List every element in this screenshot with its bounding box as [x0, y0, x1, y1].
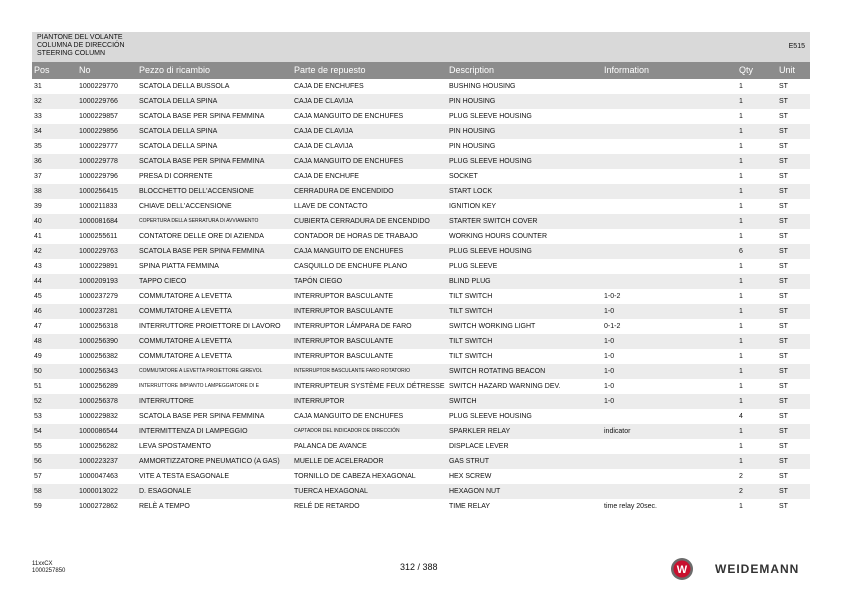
cell-info: 1-0: [604, 308, 615, 315]
cell-qty: 1: [739, 233, 743, 240]
cell-qty: 1: [739, 398, 743, 405]
cell-it: INTERRUTTORE PROIETTORE DI LAVORO: [139, 323, 281, 330]
cell-en: HEX SCREW: [449, 473, 492, 480]
cell-pos: 35: [34, 143, 42, 150]
column-header-no: No: [79, 65, 91, 75]
cell-es: MUELLE DE ACELERADOR: [294, 458, 384, 465]
cell-qty: 1: [739, 503, 743, 510]
cell-en: TILT SWITCH: [449, 338, 493, 345]
cell-en: SWITCH: [449, 398, 477, 405]
cell-en: WORKING HOURS COUNTER: [449, 233, 547, 240]
cell-unit: ST: [779, 323, 788, 330]
cell-it: SCATOLA DELLA SPINA: [139, 143, 218, 150]
cell-unit: ST: [779, 368, 788, 375]
cell-pos: 45: [34, 293, 42, 300]
table-header: [32, 62, 810, 79]
cell-en: SPARKLER RELAY: [449, 428, 511, 435]
cell-es: CAJA MANGUITO DE ENCHUFES: [294, 248, 404, 255]
cell-qty: 4: [739, 413, 743, 420]
column-header-information: Information: [604, 65, 650, 75]
cell-es: TUERCA HEXAGONAL: [294, 488, 368, 495]
table-row: [32, 409, 810, 424]
cell-es: CONTADOR DE HORAS DE TRABAJO: [294, 233, 418, 240]
cell-es: LLAVE DE CONTACTO: [294, 203, 368, 210]
cell-en: STARTER SWITCH COVER: [449, 218, 538, 225]
cell-pos: 38: [34, 188, 42, 195]
cell-unit: ST: [779, 83, 788, 90]
cell-en: SOCKET: [449, 173, 478, 180]
cell-no: 1000047463: [79, 473, 118, 480]
cell-no: 1000229832: [79, 413, 118, 420]
table-row: [32, 469, 810, 484]
cell-unit: ST: [779, 428, 788, 435]
cell-it: COMMUTATORE A LEVETTA: [139, 338, 232, 345]
table-row: [32, 484, 810, 499]
cell-en: BUSHING HOUSING: [449, 83, 516, 90]
cell-no: 1000229891: [79, 263, 118, 270]
cell-qty: 1: [739, 203, 743, 210]
cell-qty: 1: [739, 173, 743, 180]
cell-es: TAPÓN CIEGO: [294, 278, 343, 285]
cell-en: PLUG SLEEVE: [449, 263, 498, 270]
cell-pos: 40: [34, 218, 42, 225]
cell-it: COMMUTATORE A LEVETTA: [139, 353, 232, 360]
cell-es: CASQUILLO DE ENCHUFE PLANO: [294, 263, 408, 270]
cell-info: 1-0-2: [604, 293, 621, 300]
cell-no: 1000272862: [79, 503, 118, 510]
cell-es: CAJA DE CLAVIJA: [294, 128, 354, 135]
cell-qty: 1: [739, 278, 743, 285]
table-row: [32, 124, 810, 139]
table-row: [32, 214, 810, 229]
cell-pos: 36: [34, 158, 42, 165]
cell-es: CERRADURA DE ENCENDIDO: [294, 188, 394, 195]
cell-no: 1000229796: [79, 173, 118, 180]
logo-letter: W: [676, 564, 688, 576]
cell-pos: 42: [34, 248, 42, 255]
cell-unit: ST: [779, 278, 788, 285]
cell-it: INTERMITTENZA DI LAMPEGGIO: [139, 428, 248, 435]
cell-no: 1000081684: [79, 218, 118, 225]
cell-no: 1000237279: [79, 293, 118, 300]
cell-en: PLUG SLEEVE HOUSING: [449, 413, 532, 420]
cell-no: 1000229766: [79, 98, 118, 105]
cell-it: AMMORTIZZATORE PNEUMATICO (A GAS): [139, 458, 280, 465]
cell-unit: ST: [779, 338, 788, 345]
table-row: [32, 154, 810, 169]
cell-it: SCATOLA DELLA BUSSOLA: [139, 83, 230, 90]
cell-pos: 41: [34, 233, 42, 240]
cell-es: INTERRUPTOR BASCULANTE: [294, 308, 394, 315]
column-header-unit: Unit: [779, 65, 796, 75]
cell-unit: ST: [779, 293, 788, 300]
cell-es: CAJA DE ENCHUFES: [294, 83, 364, 90]
column-header-description: Description: [449, 65, 495, 75]
column-header-spanish: Parte de repuesto: [294, 65, 366, 75]
table-row: [32, 379, 810, 394]
table-row: [32, 394, 810, 409]
cell-it: VITE A TESTA ESAGONALE: [139, 473, 229, 480]
header-title-italian: PIANTONE DEL VOLANTE: [37, 34, 123, 41]
cell-es: CAJA DE CLAVIJA: [294, 143, 354, 150]
cell-it: CONTATORE DELLE ORE DI AZIENDA: [139, 233, 264, 240]
cell-pos: 31: [34, 83, 42, 90]
cell-es: CAJA DE ENCHUFE: [294, 173, 359, 180]
cell-es: INTERRUPTOR BASCULANTE: [294, 353, 394, 360]
cell-es: PALANCA DE AVANCE: [294, 443, 367, 450]
cell-pos: 57: [34, 473, 42, 480]
cell-no: 1000256378: [79, 398, 118, 405]
table-row: [32, 364, 810, 379]
column-header-pos: Pos: [34, 65, 50, 75]
cell-pos: 33: [34, 113, 42, 120]
cell-qty: 1: [739, 353, 743, 360]
cell-it: SCATOLA BASE PER SPINA FEMMINA: [139, 248, 265, 255]
cell-no: 1000229857: [79, 113, 118, 120]
cell-unit: ST: [779, 203, 788, 210]
cell-qty: 1: [739, 143, 743, 150]
cell-unit: ST: [779, 143, 788, 150]
cell-pos: 46: [34, 308, 42, 315]
cell-no: 1000256382: [79, 353, 118, 360]
table-row: [32, 289, 810, 304]
cell-it: SCATOLA BASE PER SPINA FEMMINA: [139, 113, 265, 120]
cell-en: DISPLACE LEVER: [449, 443, 509, 450]
cell-unit: ST: [779, 383, 788, 390]
cell-it: SCATOLA BASE PER SPINA FEMMINA: [139, 158, 265, 165]
cell-qty: 1: [739, 383, 743, 390]
column-header-italian: Pezzo di ricambio: [139, 65, 211, 75]
cell-es: CUBIERTA CERRADURA DE ENCENDIDO: [294, 218, 430, 225]
table-row: [32, 109, 810, 124]
cell-qty: 1: [739, 443, 743, 450]
cell-qty: 6: [739, 248, 743, 255]
weidemann-logo-icon: [670, 557, 694, 581]
cell-info: indicator: [604, 428, 631, 435]
table-row: [32, 199, 810, 214]
cell-info: time relay 20sec.: [604, 503, 657, 510]
cell-unit: ST: [779, 218, 788, 225]
cell-qty: 1: [739, 368, 743, 375]
header-title-spanish: COLUMNA DE DIRECCIÓN: [37, 42, 125, 49]
cell-pos: 34: [34, 128, 42, 135]
table-row: [32, 79, 810, 94]
cell-unit: ST: [779, 98, 788, 105]
cell-pos: 54: [34, 428, 42, 435]
cell-en: PIN HOUSING: [449, 143, 496, 150]
cell-qty: 1: [739, 323, 743, 330]
cell-it: COPERTURA DELLA SERRATURA DI AVVIAMENTO: [139, 218, 259, 224]
cell-es: TORNILLO DE CABEZA HEXAGONAL: [294, 473, 416, 480]
cell-unit: ST: [779, 128, 788, 135]
cell-es: INTERRUPTEUR SYSTÈME FEUX DÉTRESSE: [294, 383, 445, 390]
cell-it: CHIAVE DELL'ACCENSIONE: [139, 203, 232, 210]
cell-info: 1-0: [604, 398, 615, 405]
parts-table: [32, 79, 810, 514]
cell-no: 1000013022: [79, 488, 118, 495]
cell-pos: 47: [34, 323, 42, 330]
cell-es: INTERRUPTOR BASCULANTE: [294, 293, 394, 300]
footer-identifiers: [32, 561, 65, 575]
cell-en: IGNITION KEY: [449, 203, 497, 210]
cell-no: 1000209193: [79, 278, 118, 285]
cell-pos: 53: [34, 413, 42, 420]
table-row: [32, 259, 810, 274]
cell-en: SWITCH ROTATING BEACON: [449, 368, 546, 375]
cell-unit: ST: [779, 473, 788, 480]
cell-qty: 1: [739, 188, 743, 195]
document-header: [32, 32, 810, 62]
cell-qty: 1: [739, 428, 743, 435]
cell-no: 1000229856: [79, 128, 118, 135]
cell-it: SCATOLA DELLA SPINA: [139, 98, 218, 105]
brand-name: WEIDEMANN: [715, 562, 800, 576]
cell-es: CAJA DE CLAVIJA: [294, 98, 354, 105]
cell-qty: 2: [739, 473, 743, 480]
cell-es: CAJA MANGUITO DE ENCHUFES: [294, 113, 404, 120]
column-header-qty: Qty: [739, 65, 754, 75]
cell-it: COMMUTATORE A LEVETTA PROIETTORE GIREVOL: [139, 368, 263, 374]
cell-it: TAPPO CIECO: [139, 278, 187, 285]
cell-it: BLOCCHETTO DELL'ACCENSIONE: [139, 188, 254, 195]
cell-unit: ST: [779, 188, 788, 195]
cell-it: SCATOLA BASE PER SPINA FEMMINA: [139, 413, 265, 420]
cell-no: 1000255611: [79, 233, 118, 240]
table-row: [32, 244, 810, 259]
cell-qty: 1: [739, 263, 743, 270]
cell-qty: 1: [739, 98, 743, 105]
cell-qty: 1: [739, 458, 743, 465]
cell-qty: 1: [739, 308, 743, 315]
cell-info: 1-0: [604, 368, 615, 375]
cell-en: SWITCH HAZARD WARNING DEV.: [449, 383, 561, 390]
cell-pos: 55: [34, 443, 42, 450]
cell-es: INTERRUPTOR BASCULANTE: [294, 338, 394, 345]
cell-en: TIME RELAY: [449, 503, 491, 510]
cell-es: INTERRUPTOR BASCULANTE FARO ROTATORIO: [294, 368, 411, 374]
cell-qty: 1: [739, 338, 743, 345]
header-title-english: STEERING COLUMN: [37, 50, 106, 57]
cell-pos: 49: [34, 353, 42, 360]
cell-unit: ST: [779, 458, 788, 465]
cell-pos: 51: [34, 383, 42, 390]
table-row: [32, 349, 810, 364]
cell-unit: ST: [779, 233, 788, 240]
cell-no: 1000229778: [79, 158, 118, 165]
table-row: [32, 184, 810, 199]
cell-en: PLUG SLEEVE HOUSING: [449, 158, 532, 165]
cell-no: 1000256415: [79, 188, 118, 195]
table-row: [32, 454, 810, 469]
cell-it: SCATOLA DELLA SPINA: [139, 128, 218, 135]
cell-no: 1000223237: [79, 458, 118, 465]
cell-no: 1000256343: [79, 368, 118, 375]
cell-en: TILT SWITCH: [449, 293, 493, 300]
cell-no: 1000256318: [79, 323, 118, 330]
cell-info: 1-0: [604, 353, 615, 360]
cell-qty: 2: [739, 488, 743, 495]
footer-model: 11xxCX: [32, 561, 53, 567]
table-row: [32, 304, 810, 319]
cell-unit: ST: [779, 353, 788, 360]
cell-it: RELÈ A TEMPO: [139, 503, 190, 510]
table-row: [32, 424, 810, 439]
table-row: [32, 274, 810, 289]
cell-en: TILT SWITCH: [449, 353, 493, 360]
page-number: 312 / 388: [400, 562, 438, 572]
cell-pos: 44: [34, 278, 42, 285]
cell-pos: 52: [34, 398, 42, 405]
cell-pos: 48: [34, 338, 42, 345]
cell-en: PLUG SLEEVE HOUSING: [449, 248, 532, 255]
cell-pos: 58: [34, 488, 42, 495]
table-row: [32, 319, 810, 334]
cell-qty: 1: [739, 293, 743, 300]
cell-qty: 1: [739, 218, 743, 225]
cell-it: LEVA SPOSTAMENTO: [139, 443, 211, 450]
table-row: [32, 229, 810, 244]
cell-unit: ST: [779, 488, 788, 495]
table-row: [32, 139, 810, 154]
cell-es: CAJA MANGUITO DE ENCHUFES: [294, 413, 404, 420]
cell-en: PIN HOUSING: [449, 128, 496, 135]
cell-unit: ST: [779, 173, 788, 180]
cell-es: CAJA MANGUITO DE ENCHUFES: [294, 158, 404, 165]
cell-it: SPINA PIATTA FEMMINA: [139, 263, 219, 270]
cell-qty: 1: [739, 158, 743, 165]
cell-pos: 50: [34, 368, 42, 375]
cell-no: 1000256282: [79, 443, 118, 450]
cell-unit: ST: [779, 308, 788, 315]
cell-unit: ST: [779, 113, 788, 120]
cell-en: PLUG SLEEVE HOUSING: [449, 113, 532, 120]
cell-info: 1-0: [604, 338, 615, 345]
cell-no: 1000229770: [79, 83, 118, 90]
section-code: E515: [788, 43, 805, 50]
cell-pos: 32: [34, 98, 42, 105]
table-row: [32, 334, 810, 349]
cell-unit: ST: [779, 248, 788, 255]
table-row: [32, 94, 810, 109]
cell-unit: ST: [779, 398, 788, 405]
cell-no: 1000237281: [79, 308, 118, 315]
cell-unit: ST: [779, 413, 788, 420]
cell-info: 0-1-2: [604, 323, 621, 330]
cell-en: BLIND PLUG: [449, 278, 491, 285]
cell-it: INTERRUTTORE IMPIANTO LAMPEGGIATORE DI E: [139, 383, 259, 389]
cell-no: 1000256390: [79, 338, 118, 345]
cell-en: GAS STRUT: [449, 458, 490, 465]
cell-qty: 1: [739, 113, 743, 120]
cell-unit: ST: [779, 158, 788, 165]
cell-unit: ST: [779, 443, 788, 450]
cell-es: INTERRUPTOR: [294, 398, 345, 405]
cell-es: CAPTADOR DEL INDICADOR DE DIRECCIÓN: [294, 428, 400, 434]
cell-it: COMMUTATORE A LEVETTA: [139, 308, 232, 315]
cell-en: HEXAGON NUT: [449, 488, 501, 495]
cell-no: 1000086544: [79, 428, 118, 435]
cell-it: COMMUTATORE A LEVETTA: [139, 293, 232, 300]
footer-doc-number: 1000257850: [32, 568, 66, 574]
cell-no: 1000256289: [79, 383, 118, 390]
cell-es: RELÉ DE RETARDO: [294, 503, 360, 510]
cell-pos: 59: [34, 503, 42, 510]
cell-en: TILT SWITCH: [449, 308, 493, 315]
cell-qty: 1: [739, 128, 743, 135]
cell-en: START LOCK: [449, 188, 493, 195]
cell-no: 1000211833: [79, 203, 118, 210]
cell-no: 1000229763: [79, 248, 118, 255]
cell-it: D. ESAGONALE: [139, 488, 192, 495]
cell-it: INTERRUTTORE: [139, 398, 194, 405]
cell-pos: 39: [34, 203, 42, 210]
cell-unit: ST: [779, 503, 788, 510]
table-row: [32, 169, 810, 184]
table-row: [32, 499, 810, 514]
cell-pos: 37: [34, 173, 42, 180]
cell-unit: ST: [779, 263, 788, 270]
table-row: [32, 439, 810, 454]
cell-pos: 56: [34, 458, 42, 465]
cell-it: PRESA DI CORRENTE: [139, 173, 213, 180]
cell-pos: 43: [34, 263, 42, 270]
cell-no: 1000229777: [79, 143, 118, 150]
cell-en: SWITCH WORKING LIGHT: [449, 323, 536, 330]
cell-es: INTERRUPTOR LÁMPARA DE FARO: [294, 323, 412, 330]
cell-en: PIN HOUSING: [449, 98, 496, 105]
cell-qty: 1: [739, 83, 743, 90]
cell-info: 1-0: [604, 383, 615, 390]
